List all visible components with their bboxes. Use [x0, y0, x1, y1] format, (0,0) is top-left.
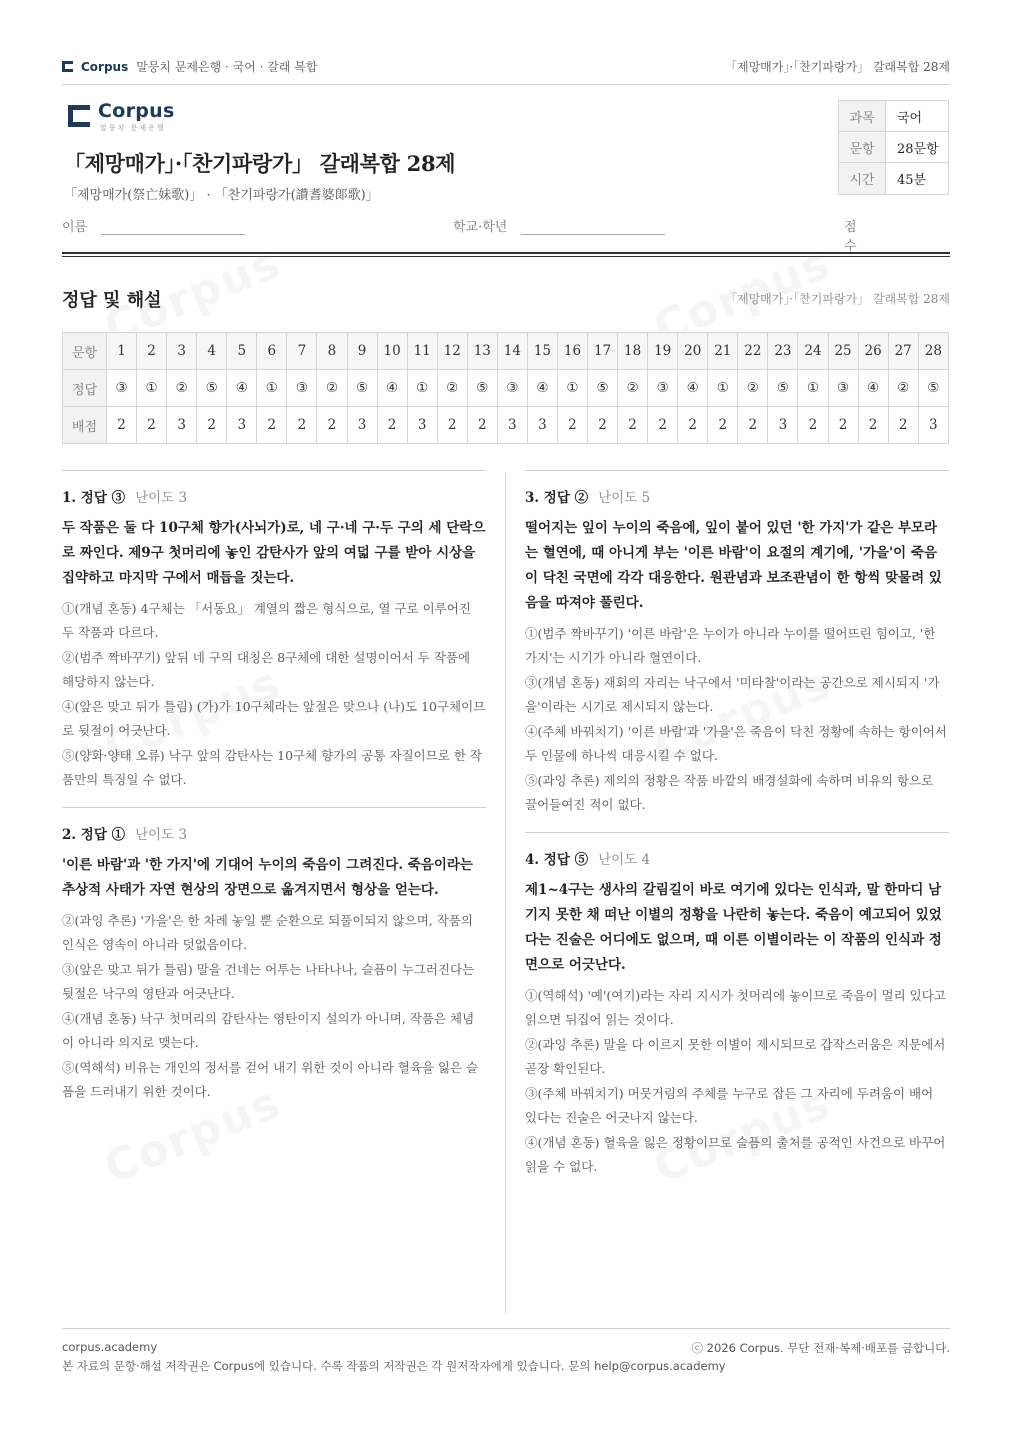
school-label: 학교·학년 [453, 220, 508, 235]
answer-cell: ③ [828, 370, 858, 407]
option-explanation: ⑤(과잉 추론) 제의의 정황은 작품 바깥의 배경설화에 속하며 비유의 항으로 끌어들여진 적이 없다. [525, 773, 934, 812]
answer-cell: ④ [527, 370, 557, 407]
corpus-logo-icon [62, 61, 73, 72]
header-double-rule [62, 252, 950, 257]
answer-cell: ⑤ [918, 370, 948, 407]
info-row-time [839, 163, 948, 194]
answer-cell: ① [407, 370, 437, 407]
answer-cell: ① [798, 370, 828, 407]
top-bar-breadcrumb: 말뭉치 문제은행 · 국어 · 갈래 복합 [136, 60, 318, 74]
question-number-cell: 23 [768, 333, 798, 370]
option-explanation: ③(주체 바꿔치기) 머뭇거림의 주체를 누구로 잡든 그 자리에 두려움이 배어 있다는 진술은 어긋나지 않는다. [525, 1086, 934, 1125]
points-cell: 2 [828, 407, 858, 444]
question-number-cell: 17 [588, 333, 618, 370]
explanation-heading [525, 486, 949, 506]
info-label: 과목 [839, 101, 886, 131]
name-blank[interactable] [101, 217, 245, 235]
explanation-block [525, 470, 949, 832]
difficulty-label: 난이도 4 [598, 852, 651, 868]
question-number-cell: 18 [618, 333, 648, 370]
info-value: 45분 [897, 173, 927, 188]
points-cell: 3 [347, 407, 377, 444]
question-number-cell: 3 [167, 333, 197, 370]
question-number-cell: 5 [227, 333, 257, 370]
question-answer-label: 4. 정답 ⑤ [525, 852, 589, 868]
question-number-cell: 20 [678, 333, 708, 370]
option-explanation: ①(역해석) '예'(여기)라는 자리 지시가 첫머리에 놓이므로 죽음이 멀리 있다고 읽으면 뒤집어 읽는 것이다. [525, 988, 946, 1027]
answer-cell: ⑤ [768, 370, 798, 407]
question-number-cell: 26 [858, 333, 888, 370]
row-header: 배점 [63, 407, 107, 444]
info-value: 28문항 [897, 141, 939, 157]
row-header: 정답 [63, 370, 107, 407]
footer-divider [62, 1328, 950, 1329]
school-field [453, 216, 665, 235]
option-explanation: ④(개념 혼동) 혈육을 잃은 정황이므로 슬픔의 출처를 공적인 사건으로 바꾸어 읽을 수 없다. [525, 1135, 946, 1174]
explanation-body: '이른 바람'과 '한 가지'에 기대어 누이의 죽음이 그려진다. 죽음이라는 추상적 사태가 자연 현상의 장면으로 옮겨지면서 형상을 얻는다. [62, 857, 473, 898]
exam-info-box [838, 100, 949, 195]
points-cell: 3 [227, 407, 257, 444]
question-number-cell: 4 [197, 333, 227, 370]
info-label: 문항 [839, 132, 886, 162]
answer-cell: ① [257, 370, 287, 407]
question-number-cell: 10 [377, 333, 407, 370]
answer-cell: ③ [648, 370, 678, 407]
answer-cell: ⑤ [347, 370, 377, 407]
points-cell: 2 [708, 407, 738, 444]
answer-cell: ② [167, 370, 197, 407]
option-explanation: ②(과잉 추론) '가을'은 한 차례 놓일 뿐 순환으로 되풀이되지 않으며, 작품의 인식은 영속이 아니라 덧없음이다. [62, 913, 473, 952]
points-cell: 2 [798, 407, 828, 444]
explanation-heading [62, 486, 486, 506]
option-explanation: ⑤(양화·양태 오류) 낙구 앞의 감탄사는 10구체 향가의 공통 자질이므로 한 작품만의 특징일 수 없다. [62, 748, 482, 787]
question-number-cell: 7 [287, 333, 317, 370]
difficulty-label: 난이도 5 [598, 490, 651, 506]
name-field [62, 216, 245, 235]
points-row [63, 407, 949, 444]
option-explanation: ①(범주 짝바꾸기) '이른 바람'은 누이가 아니라 누이를 떨어뜨린 힘이고, '한 가지'는 시기가 아니라 혈연이다. [525, 626, 936, 665]
question-number-cell: 15 [527, 333, 557, 370]
points-cell: 3 [527, 407, 557, 444]
row-header: 문항 [63, 333, 107, 370]
column-divider [505, 472, 506, 1314]
explanation-heading [62, 823, 486, 843]
explanation-block [62, 807, 486, 1119]
score-field [844, 216, 950, 254]
top-bar [62, 58, 950, 84]
footer-note: 본 자료의 문항·해설 저작권은 Corpus에 있습니다. 수록 작품의 저작권은 각 원저작자에게 있습니다. 문의 help@corpus.academy [62, 1359, 726, 1373]
answer-cell: ③ [287, 370, 317, 407]
answer-cell: ② [888, 370, 918, 407]
question-answer-label: 2. 정답 ① [62, 827, 126, 843]
answer-cell: ① [708, 370, 738, 407]
question-number-cell: 19 [648, 333, 678, 370]
points-cell: 2 [618, 407, 648, 444]
question-number-cell: 8 [317, 333, 347, 370]
question-number-cell: 14 [497, 333, 527, 370]
answer-cell: ③ [497, 370, 527, 407]
explanation-body: 제1~4구는 생사의 갈림길이 바로 여기에 있다는 인식과, 말 한마디 남기지 못한 채 떠난 이별의 정황을 나란히 놓는다. 죽음이 예고되어 있었다는 진술은 어디에도 없으며, 때 이른 이별이라는 이 작품의 인식과 정면으로 어긋난다. [525, 882, 942, 973]
points-cell: 2 [437, 407, 467, 444]
option-explanation: ④(개념 혼동) 낙구 첫머리의 감탄사는 영탄이지 설의가 아니며, 작품은 체념이 아니라 의지로 맺는다. [62, 1011, 475, 1050]
points-cell: 3 [918, 407, 948, 444]
document-subtitle: 「제망매가(祭亡妹歌)」 · 「찬기파랑가(讚耆婆郞歌)」 [64, 188, 379, 203]
option-explanation: ④(앞은 맞고 뒤가 틀림) (가)가 10구체라는 앞절은 맞으나 (나)도 10구체이므로 뒷절이 어긋난다. [62, 699, 486, 738]
answer-cell: ④ [858, 370, 888, 407]
question-number-row [63, 333, 949, 370]
question-number-cell: 1 [107, 333, 137, 370]
option-explanation: ③(앞은 맞고 뒤가 틀림) 말을 건네는 어투는 나타나나, 슬픔이 누그러진다는 뒷절은 낙구의 영탄과 어긋난다. [62, 962, 475, 1001]
points-cell: 2 [888, 407, 918, 444]
option-explanation: ②(과잉 추론) 말을 다 이르지 못한 이별이 제시되므로 갑작스러움은 지문에서 곧장 확인된다. [525, 1037, 946, 1076]
explanations-left-column [62, 470, 486, 1119]
document-title: 「제망매가」·「찬기파랑가」 갈래복합 28제 [64, 151, 456, 176]
answer-cell: ② [618, 370, 648, 407]
question-number-cell: 28 [918, 333, 948, 370]
section-title: 정답 및 해설 [62, 290, 162, 311]
name-label: 이름 [62, 220, 88, 235]
points-cell: 2 [678, 407, 708, 444]
logo-tagline: 말뭉치 문제은행 [100, 124, 166, 132]
question-number-cell: 9 [347, 333, 377, 370]
question-number-cell: 25 [828, 333, 858, 370]
question-number-cell: 16 [557, 333, 587, 370]
points-cell: 2 [257, 407, 287, 444]
info-value: 국어 [897, 110, 923, 126]
explanation-block [62, 470, 486, 807]
question-number-cell: 2 [137, 333, 167, 370]
student-info-row [62, 216, 950, 254]
points-cell: 2 [317, 407, 347, 444]
top-bar-divider [62, 84, 950, 85]
footer-copyright: ⓒ 2026 Corpus. 무단 전재·복제·배포를 금합니다. [691, 1341, 950, 1355]
points-cell: 2 [738, 407, 768, 444]
answer-cell: ③ [107, 370, 137, 407]
top-bar-left [62, 58, 317, 75]
explanation-block [525, 832, 949, 1194]
points-cell: 2 [107, 407, 137, 444]
option-explanation: ②(범주 짝바꾸기) 앞뒤 네 구의 대칭은 8구체에 대한 설명이어서 두 작품에 해당하지 않는다. [62, 650, 471, 689]
option-explanation: ⑤(역해석) 비유는 개인의 정서를 걷어 내기 위한 것이 아니라 혈육을 잃은 슬픔을 드러내기 위한 것이다. [62, 1060, 479, 1099]
difficulty-label: 난이도 3 [135, 827, 188, 843]
info-row-subject [839, 101, 948, 132]
answer-table [62, 332, 949, 444]
question-answer-label: 1. 정답 ③ [62, 490, 126, 506]
points-cell: 3 [167, 407, 197, 444]
question-number-cell: 11 [407, 333, 437, 370]
option-explanation: ①(개념 혼동) 4구체는 「서동요」 계열의 짧은 형식으로, 열 구로 이루어진 두 작품과 다르다. [62, 601, 471, 640]
info-row-count [839, 132, 948, 163]
logo-name: Corpus [98, 100, 175, 122]
points-cell: 3 [407, 407, 437, 444]
points-cell: 2 [858, 407, 888, 444]
points-cell: 2 [197, 407, 227, 444]
answer-row [63, 370, 949, 407]
option-explanation: ③(개념 혼동) 재회의 자리는 낙구에서 '미타찰'이라는 공간으로 제시되지 '가을'이라는 시기로 제시되지 않는다. [525, 675, 940, 714]
answer-cell: ⑤ [588, 370, 618, 407]
question-number-cell: 27 [888, 333, 918, 370]
section-meta: 「제망매가」·「찬기파랑가」 갈래복합 28제 [724, 292, 950, 306]
explanation-body: 두 작품은 둘 다 10구체 향가(사뇌가)로, 네 구·네 구·두 구의 세 단락으로 짜인다. 제9구 첫머리에 놓인 감탄사가 앞의 여덟 구를 받아 시상을 집약하고 마지막 구에서 매듭을 짓는다. [62, 520, 486, 586]
points-cell: 3 [768, 407, 798, 444]
answer-cell: ② [317, 370, 347, 407]
points-cell: 2 [588, 407, 618, 444]
explanation-heading [525, 848, 949, 868]
question-number-cell: 24 [798, 333, 828, 370]
points-cell: 2 [287, 407, 317, 444]
answer-cell: ② [437, 370, 467, 407]
info-label: 시간 [839, 163, 886, 194]
explanations-right-column [525, 470, 949, 1194]
answer-cell: ④ [377, 370, 407, 407]
points-cell: 2 [557, 407, 587, 444]
explanation-body: 떨어지는 잎이 누이의 죽음에, 잎이 붙어 있던 '한 가지'가 같은 부모라는 혈연에, 때 아니게 부는 '이른 바람'이 요절의 계기에, '가을'이 죽음이 닥친 국면에 각각 대응한다. 원관념과 보조관념이 한 항씩 맞물려 있음을 따져야 풀린다. [525, 520, 942, 611]
question-number-cell: 22 [738, 333, 768, 370]
answer-cell: ④ [678, 370, 708, 407]
question-number-cell: 13 [467, 333, 497, 370]
corpus-logo-icon [68, 105, 90, 127]
corpus-logo [68, 102, 175, 133]
question-number-cell: 12 [437, 333, 467, 370]
answer-cell: ② [738, 370, 768, 407]
school-blank[interactable] [521, 217, 665, 235]
answer-cell: ⑤ [197, 370, 227, 407]
answer-cell: ④ [227, 370, 257, 407]
answer-cell: ⑤ [467, 370, 497, 407]
answer-cell: ① [557, 370, 587, 407]
points-cell: 2 [467, 407, 497, 444]
option-explanation: ④(주체 바꿔치기) '이른 바람'과 '가을'은 죽음이 닥친 정황에 속하는 항이어서 두 인물에 하나씩 대응시킬 수 없다. [525, 724, 947, 763]
points-cell: 2 [648, 407, 678, 444]
answer-cell: ① [137, 370, 167, 407]
question-answer-label: 3. 정답 ② [525, 490, 589, 506]
top-bar-doc-ref: 「제망매가」·「찬기파랑가」 갈래복합 28제 [724, 60, 950, 74]
points-cell: 2 [137, 407, 167, 444]
difficulty-label: 난이도 3 [135, 490, 188, 506]
footer-site[interactable]: corpus.academy [62, 1340, 158, 1354]
points-cell: 3 [497, 407, 527, 444]
score-label: 점수 [844, 220, 857, 254]
question-number-cell: 6 [257, 333, 287, 370]
question-number-cell: 21 [708, 333, 738, 370]
points-cell: 2 [377, 407, 407, 444]
top-bar-brand: Corpus [81, 59, 129, 74]
